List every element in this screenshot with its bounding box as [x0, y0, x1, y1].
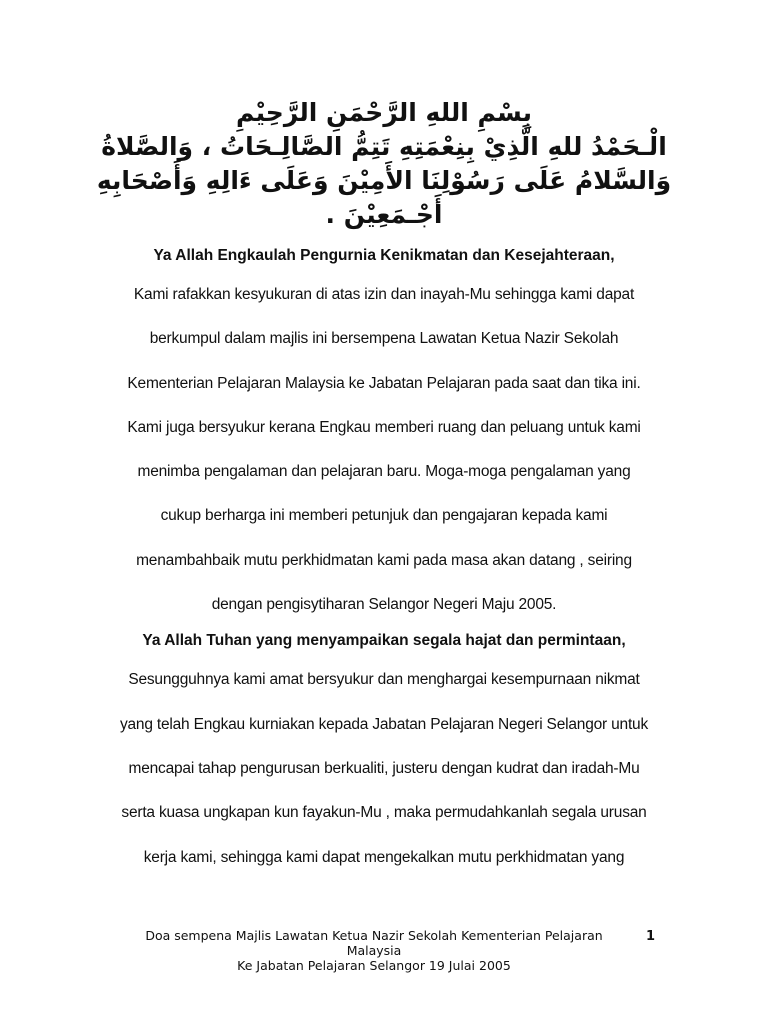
section-heading-2-punct: ,: [621, 632, 626, 650]
paragraph-line: berkumpul dalam majlis ini bersempena Lawatan Ketua Nazir Sekolah: [149, 330, 619, 348]
paragraph-line: yang telah Engkau kurniakan kepada Jabatan Pelajaran Negeri Selangor untuk: [119, 715, 649, 733]
paragraph-line: menimba pengalaman dan pelajaran baru. Moga-moga pengalaman yang: [137, 463, 631, 481]
footer-line: Doa sempena Majlis Lawatan Ketua Nazir Sekolah Kementerian Pelajaran: [145, 928, 603, 943]
paragraph-line: cukup berharga ini memberi petunjuk dan pengajaran kepada kami: [160, 507, 608, 525]
paragraph-line: Kami juga bersyukur kerana Engkau memberi ruang dan peluang untuk kami: [127, 418, 641, 436]
arabic-line: الْـحَمْدُ للهِ الَّذِيْ بِنِعْمَتِهِ تَتِمُّ الصَّالِـحَاتُ ، وَالصَّلاةُ: [101, 132, 667, 161]
paragraph-line: kerja kami, sehingga kami dapat mengekalkan mutu perkhidmatan yang: [143, 848, 625, 866]
section-heading-2-text: Ya Allah Tuhan yang menyampaikan segala hajat dan permintaan: [142, 632, 622, 650]
footer-line: Ke Jabatan Pelajaran Selangor 19 Julai 2005: [237, 958, 511, 973]
arabic-opening-prayer: [90, 96, 678, 232]
page-footer: [100, 928, 648, 973]
paragraph-line: mencapai tahap pengurusan berkualiti, justeru dengan kudrat dan iradah-Mu: [128, 759, 640, 777]
arabic-line: وَالسَّلامُ عَلَى رَسُوْلِنَا الأَمِيْنَ وَعَلَى ءَالِهِ وَأَصْحَابِهِ: [96, 166, 672, 195]
paragraph-line: Kementerian Pelajaran Malaysia ke Jabatan Pelajaran pada saat dan tika ini.: [127, 374, 641, 392]
paragraph-line: Kami rafakkan kesyukuran di atas izin dan inayah-Mu sehingga kami dapat: [133, 286, 635, 303]
paragraph-2: [90, 658, 678, 879]
arabic-line: أَجْـمَعِيْنَ .: [325, 200, 443, 229]
footer-line: Malaysia: [346, 943, 402, 958]
paragraph-line: serta kuasa ungkapan kun fayakun-Mu , maka permudahkanlah segala urusan: [121, 804, 647, 822]
document-body: [90, 240, 678, 880]
paragraph-line: Sesungguhnya kami amat bersyukur dan menghargai kesempurnaan nikmat: [128, 671, 640, 689]
paragraph-1: [90, 273, 678, 627]
paragraph-line: menambahbaik mutu perkhidmatan kami pada masa akan datang , seiring: [136, 551, 632, 569]
page-number: 1: [646, 929, 656, 944]
section-heading-1: Ya Allah Engkaulah Pengurnia Kenikmatan dan Kesejahteraan,: [153, 247, 615, 264]
paragraph-line: dengan pengisytiharan Selangor Negeri Maju 2005.: [211, 596, 557, 614]
arabic-line: بِسْمِ اللهِ الرَّحْمَنِ الرَّحِيْمِ: [236, 98, 532, 127]
section-heading-2: [90, 625, 678, 657]
